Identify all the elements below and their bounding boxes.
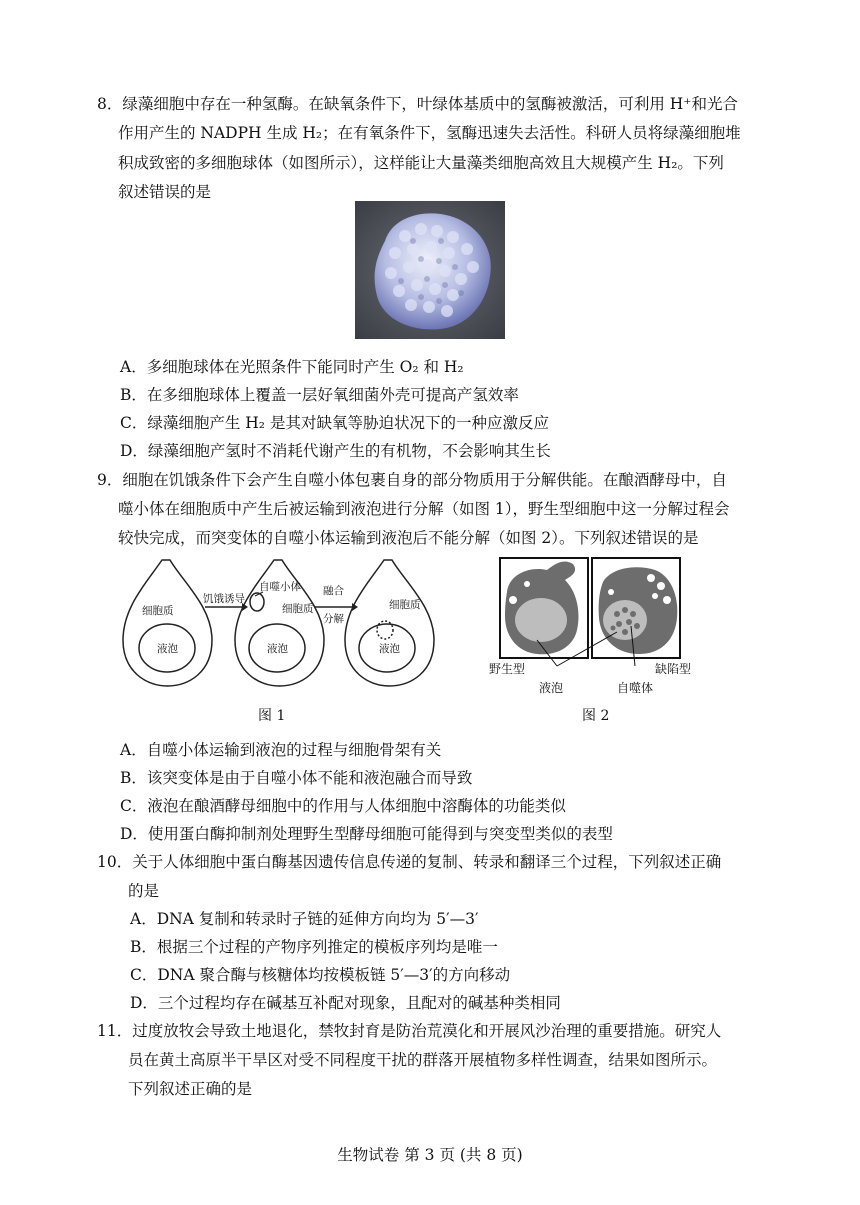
figure-2-caption: 图 2 <box>582 708 610 724</box>
label-vacuole-2: 液泡 <box>267 643 288 655</box>
q10-option-d: D．三个过程均存在碱基互补配对现象，且配对的碱基种类相同 <box>130 994 561 1012</box>
label-fusion: 融合 <box>323 585 344 597</box>
q11-stem-line1: 11．过度放牧会导致土地退化，禁牧封育是防治荒漠化和开展风沙治理的重要措施。研究人 <box>97 1022 722 1040</box>
label-cytoplasm-2: 细胞质 <box>282 603 314 615</box>
q9-option-b: B．该突变体是由于自噬小体不能和液泡融合而导致 <box>120 769 473 787</box>
q9-option-d: D．使用蛋白酶抑制剂处理野生型酵母细胞可能得到与突变型类似的表型 <box>120 825 613 843</box>
q8-option-d: D．绿藻细胞产氢时不消耗代谢产生的有机物，不会影响其生长 <box>120 442 551 460</box>
autophagosome-1 <box>250 593 264 611</box>
q9-option-c: C．液泡在酿酒酵母细胞中的作用与人体细胞中溶酶体的功能类似 <box>120 797 566 815</box>
q10-option-b: B．根据三个过程的产物序列推定的模板序列均是唯一 <box>130 938 498 956</box>
q10-stem-line2: 的是 <box>128 882 160 900</box>
q11-stem-line2: 员在黄土高原半干旱区对受不同程度干扰的群落开展植物多样性调查，结果如图所示。 <box>128 1051 718 1069</box>
q9-stem-line2: 噬小体在细胞质中产生后被运输到液泡进行分解（如图 1），野生型细胞中这一分解过程会 <box>118 500 730 518</box>
figure-2-yeast-micrograph <box>485 552 705 700</box>
label-starvation-arrow: 饥饿诱导 <box>203 593 245 605</box>
q9-stem-line3: 较快完成，而突变体的自噬小体运输到液泡后不能分解（如图 2）。下列叙述错误的是 <box>118 529 699 547</box>
cell-1-outline <box>123 560 212 686</box>
wild-vacuole <box>515 598 567 642</box>
q8-option-a: A．多细胞球体在光照条件下能同时产生 O₂ 和 H₂ <box>120 358 464 376</box>
q8-option-b: B．在多细胞球体上覆盖一层好氧细菌外壳可提高产氢效率 <box>120 386 519 404</box>
q11-stem-line3: 下列叙述正确的是 <box>128 1080 253 1098</box>
q9-option-a: A．自噬小体运输到液泡的过程与细胞骨架有关 <box>120 741 442 759</box>
figure-1-caption: 图 1 <box>258 708 286 724</box>
q8-stem-line1: 8．绿藻细胞中存在一种氢酶。在缺氧条件下，叶绿体基质中的氢酶被激活，可利用 H⁺和光合 <box>97 95 738 113</box>
cell-2-outline <box>235 560 324 686</box>
label-mutant: 缺陷型 <box>655 662 692 676</box>
label-vacuole-1: 液泡 <box>157 643 178 655</box>
label-cytoplasm-1: 细胞质 <box>142 605 174 617</box>
figure-1-autophagy-diagram <box>117 552 442 692</box>
q10-option-a: A．DNA 复制和转录时子链的延伸方向均为 5′—3′ <box>130 910 479 928</box>
label-decompose: 分解 <box>323 613 344 625</box>
q10-stem-line1: 10．关于人体细胞中蛋白酶基因遗传信息传递的复制、转录和翻译三个过程，下列叙述正确 <box>97 853 722 871</box>
label-autophagosome: 自噬小体 <box>259 581 301 593</box>
label-autophagosome-fig2: 自噬体 <box>617 681 654 695</box>
label-vacuole: 液泡 <box>539 681 564 695</box>
page-footer: 生物试卷 第 3 页 (共 8 页) <box>337 1146 523 1164</box>
q10-option-c: C．DNA 聚合酶与核糖体均按模板链 5′—3′的方向移动 <box>130 966 511 984</box>
q8-stem-line4: 叙述错误的是 <box>118 183 212 201</box>
label-cytoplasm-3: 细胞质 <box>389 599 421 611</box>
label-vacuole-3: 液泡 <box>379 643 400 655</box>
q8-stem-line3: 积成致密的多细胞球体（如图所示），这样能让大量藻类细胞高效且大规模产生 H₂。下列 <box>118 154 724 172</box>
q8-option-c: C．绿藻细胞产生 H₂ 是其对缺氧等胁迫状况下的一种应激反应 <box>120 414 549 432</box>
label-wild-type: 野生型 <box>489 662 526 676</box>
multicellular-sphere-image <box>355 201 505 339</box>
q9-stem-line1: 9．细胞在饥饿条件下会产生自噬小体包裹自身的部分物质用于分解供能。在酿酒酵母中，自 <box>97 471 727 489</box>
q8-stem-line2: 作用产生的 NADPH 生成 H₂；在有氧条件下，氢酶迅速失去活性。科研人员将绿藻细胞堆 <box>118 124 741 142</box>
